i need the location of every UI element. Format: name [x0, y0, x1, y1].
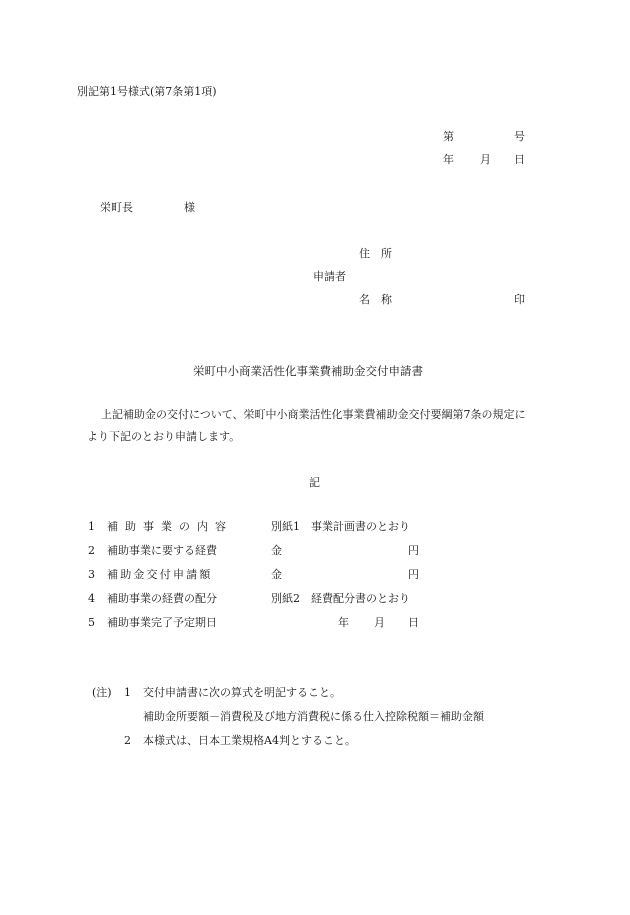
note-1-text: 交付申請書に次の算式を明記すること。	[143, 686, 341, 699]
note-formula: 補助金所要額－消費税及び地方消費税に係る仕入控除税額＝補助金額	[143, 710, 484, 723]
item-label: 補助事業の経費の配分	[107, 592, 217, 605]
doc-number-go: 号	[514, 130, 525, 143]
completion-day: 日	[408, 616, 419, 629]
item-number: 1	[88, 520, 95, 533]
item-label: 補助事業に要する経費	[107, 544, 217, 557]
note-2-text: 本様式は、日本工業規格A4判とすること。	[143, 734, 356, 747]
applicant-label: 申請者	[313, 270, 346, 283]
body-line-1: 上記補助金の交付について、栄町中小商業活性化事業費補助金交付要綱第7条の規定に	[101, 408, 526, 421]
note-1-number: 1	[124, 686, 131, 699]
item-unit: 円	[408, 568, 419, 581]
doc-number-dai: 第	[443, 130, 454, 143]
date-month: 月	[480, 153, 491, 166]
addressee-honorific: 様	[184, 201, 195, 214]
completion-year: 年	[338, 616, 349, 629]
item-number: 5	[88, 616, 95, 629]
item-label: 補助事業完了予定期日	[107, 616, 217, 629]
address-label: 住 所	[359, 247, 392, 260]
item-value: 金	[271, 544, 282, 557]
completion-month: 月	[374, 616, 385, 629]
item-value: 金	[271, 568, 282, 581]
seal-mark: 印	[514, 293, 525, 306]
notes-label: (注)	[92, 686, 112, 699]
item-number: 3	[88, 568, 95, 581]
item-number: 2	[88, 544, 95, 557]
body-line-2: より下記のとおり申請します。	[87, 430, 241, 443]
note-2-number: 2	[124, 734, 131, 747]
addressee-name: 栄町長	[100, 201, 133, 214]
item-number: 4	[88, 592, 95, 605]
date-day: 日	[514, 153, 525, 166]
ki-heading: 記	[309, 476, 320, 489]
form-label: 別記第1号様式(第7条第1項)	[77, 85, 217, 98]
document-title: 栄町中小商業活性化事業費補助金交付申請書	[193, 364, 423, 378]
item-label: 補助事業の内容	[107, 520, 233, 533]
date-year: 年	[443, 153, 454, 166]
item-unit: 円	[408, 544, 419, 557]
item-value: 別紙1 事業計画書のとおり	[271, 520, 410, 533]
item-label: 補助金交付申請額	[107, 568, 213, 581]
name-label: 名 称	[359, 293, 392, 306]
item-value: 別紙2 経費配分書のとおり	[271, 592, 410, 605]
